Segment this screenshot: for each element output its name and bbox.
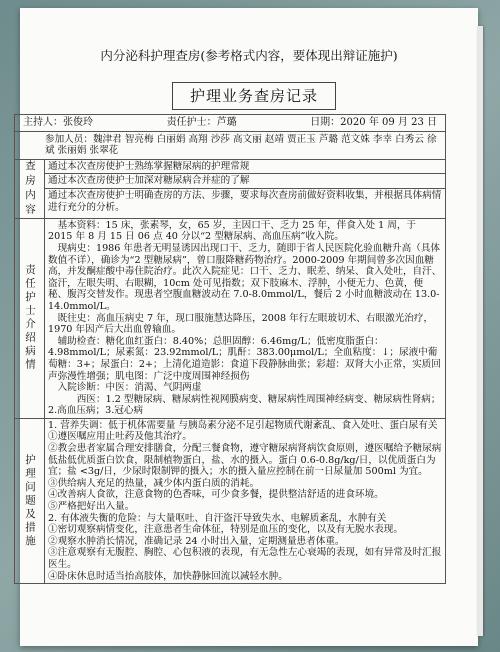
info-row	[15, 115, 446, 132]
document-heading: 内分泌科护理查房(参考格式内容，要体现出辩证施护)	[100, 48, 398, 63]
measure-item: ①密切观察病情变化，注意患者生命体征，特别是血压的变化，以及有无脱水表现。	[48, 524, 403, 536]
intro-label: 责任护士介绍病情	[15, 218, 45, 418]
present-history: 现病史：1986 年患者无明显诱因出现口干、乏力，随即于省人民医院化验血糖升高（具体数值不详），确诊为“2 型糖尿病”，曾口服降糖药物治疗。2000-2009 年期间曾多次因血糖高，并发酮症酸中毒住院治疗。此次入院症见：口干、乏力、眠差、纳呆、食入处吐，自汗、盗汗，左眼失明、右眼糊，10cm 处可见指数；双下肢麻木、浮肿，小便无力、色黄，便秘、腹泻交替发作。现患者空腹血糖波动在 7.0-8.0mmol/L，餐后 2 小时血糖波动在 13.0-14.0mmol/L。	[48, 242, 442, 312]
measure-item: ④卧床休息时适当抬高肢体，加快静脉回流以减轻水肿。	[48, 570, 288, 582]
past-history: 既往史：高血压病史 7 年，现口服施慧达降压，2008 年行左眼玻切术、右眼激光治疗，1970 年因产后大出血曾输血。	[48, 312, 434, 336]
measure-item: ①遵医嘱应用止吐药及他其治疗。	[48, 431, 192, 443]
purpose-label: 查房内容	[15, 159, 45, 218]
diagnosis-tcm: 入院诊断：中医：消渴、气阴两虚	[57, 382, 202, 394]
measure-item: ②观察水肿消长情况，准确记录 24 小时出入量，定期测量患者体重。	[48, 535, 345, 547]
record-title: 护理业务查房记录	[172, 82, 336, 110]
date-field: 日期：2020 年 09 月 23 日	[310, 117, 437, 128]
diagnosis-western: 西医：1.2 型糖尿病、糖尿病性视网膜病变、糖尿病性周围神经病变、糖尿病性肾病；2.高血压病；3.冠心病	[48, 393, 441, 417]
purpose-item: 通过本次查房使护士明确查房的方法、步骤，要求每次查房前做好资料收集，并根据具体病情进行充分的分析。	[48, 189, 442, 213]
page-edge	[477, 26, 483, 636]
purpose-row	[15, 159, 446, 218]
responsible-nurse-field: 责任护士：芦璐	[166, 117, 237, 128]
measure-item: ③注意观察有无腹腔、胸腔、心包积液的表现，有无急性左心衰竭的表现，如有异常及时汇报医生。	[48, 547, 442, 570]
measure-item: ③供给病人充足的热量，减少体内蛋白质的消耗。	[48, 477, 260, 489]
measure-item: ②教会患者家属合理安排膳食，分配三餐食物，遵守糖尿病肾病饮食原则，遵医嘱给予糖尿病低盐低优质蛋白饮食，限制植物蛋白，盐、水的摄入。蛋白 0.6-0.8g/kg/日，以优质蛋白为宜；盐 <3g/日，少尿时限制钾的摄入；水的摄入量应控制在前一日尿量加 500ml 为宜。	[48, 443, 442, 478]
measure-item: ④改善病人食欲，注意食物的色香味，可少食多餐，提供整洁舒适的进食环境。	[48, 489, 384, 501]
measures-row	[15, 418, 446, 583]
measure-item: ⑤严格把好出入量。	[48, 501, 135, 513]
problem-2: 2. 有体液失衡的危险：与大量呕吐、自汗盗汗导致失水、电解质紊乱，水肿有关	[48, 512, 387, 524]
problem-1: 1. 营养失调：低于机体需要量 与胰岛素分泌不足引起物质代谢紊乱、食入处吐、蛋白尿有关	[48, 419, 438, 431]
basic-info: 基本资料：15 床，张素琴，女，65 岁，主因口干、乏力 25 年，伴食入处 1 周，于 2015 年 8 月 15 日 06 点 40 分以“2 型糖尿病、高血压病”收入院。	[48, 219, 417, 243]
record-table	[14, 114, 446, 584]
intro-row	[15, 218, 446, 418]
participants-text: 参加人员：魏津君 智亮梅 白丽娟 高翔 沙莎 高文丽 赵靖 贾正玉 芦璐 范文姝 李幸 白秀云 徐斌 张丽娟 张翠花	[45, 133, 437, 157]
measures-label: 护理问题及措施	[15, 418, 45, 583]
exam-results: 辅助检查：糖化血红蛋白：8.40%；总胆固醇：6.46mg/L；低密度脂蛋白：4.98mmol/L；尿素氮：23.92mmol/L；肌酐：383.00μmol/L；全血粘度：↓；尿液中葡萄糖：3+；尿蛋白：2+；上清化道造影：食道下段静脉曲张；彩超：双肾大小正常，实质回声弥漫性增强；肌电图：广泛中度周围神经损伤	[48, 335, 441, 382]
host-field: 主持人：张俊玲	[23, 117, 93, 128]
purpose-item: 通过本次查房使护士加深对糖尿病合并症的了解	[45, 174, 445, 189]
purpose-item: 通过本次查房使护士熟练掌握糖尿病的护理常规	[45, 160, 445, 175]
participants-row	[15, 131, 446, 159]
